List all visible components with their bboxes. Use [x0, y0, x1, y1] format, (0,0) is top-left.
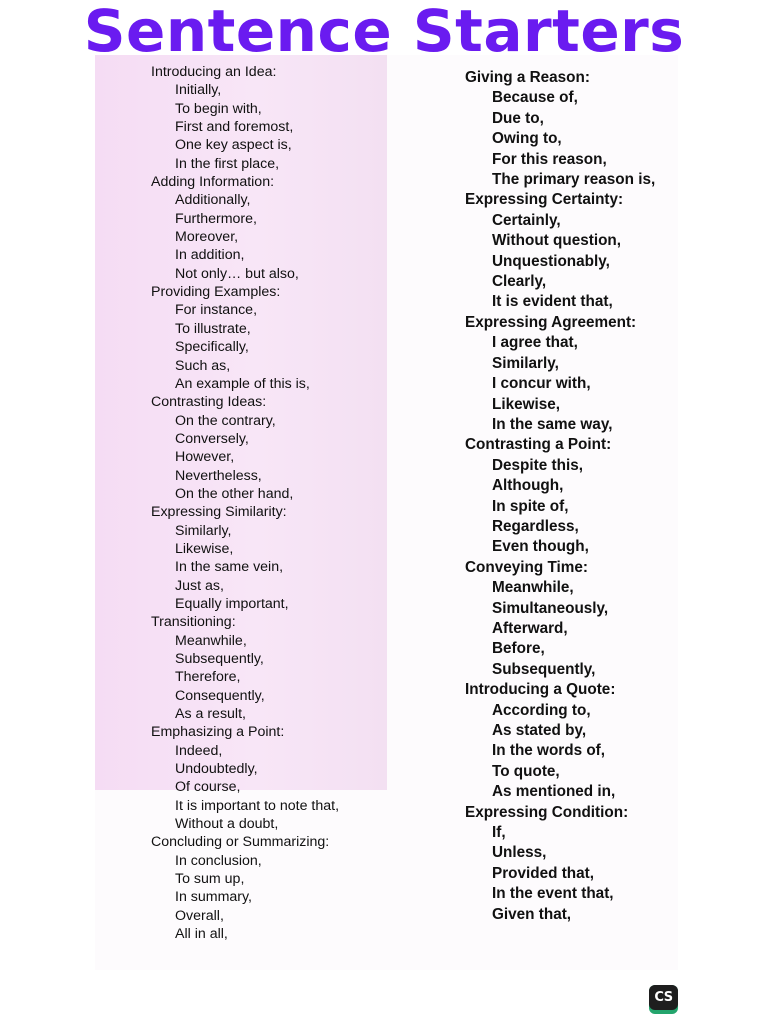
starter-phrase: To sum up,	[175, 871, 245, 888]
starter-phrase: Conversely,	[175, 430, 249, 447]
camscanner-logo-text: CS	[649, 985, 678, 1010]
starter-phrase: Even though,	[492, 538, 589, 556]
starter-phrase: Just as,	[175, 577, 224, 594]
starter-phrase: Of course,	[175, 779, 241, 796]
camscanner-logo	[649, 985, 678, 1014]
category-heading: Expressing Agreement:	[465, 313, 637, 331]
category-section	[465, 190, 655, 312]
starter-phrase: In summary,	[175, 889, 252, 906]
category-section	[465, 803, 655, 925]
starter-phrase: Likewise,	[175, 540, 234, 557]
category-heading: Contrasting a Point:	[465, 436, 612, 454]
starter-phrase: If,	[492, 824, 506, 842]
starter-phrase: Given that,	[492, 905, 572, 923]
starter-phrase: Not only… but also,	[175, 265, 299, 282]
starter-phrase: Indeed,	[175, 742, 223, 759]
starter-phrase: Additionally,	[175, 192, 251, 209]
category-section	[151, 613, 339, 723]
starter-phrase: Meanwhile,	[175, 632, 247, 649]
category-section	[151, 283, 339, 393]
starter-phrase: For this reason,	[492, 150, 607, 168]
category-heading: Emphasizing a Point:	[151, 724, 285, 741]
starter-phrase: In the event that,	[492, 885, 614, 903]
starter-phrase: On the other hand,	[175, 485, 294, 502]
starter-phrase: I agree that,	[492, 334, 578, 352]
category-heading: Introducing a Quote:	[465, 681, 616, 699]
starter-phrase: All in all,	[175, 926, 228, 943]
starter-phrase: Consequently,	[175, 687, 265, 704]
category-section	[151, 723, 339, 833]
right-column	[465, 68, 655, 925]
starter-phrase: Provided that,	[492, 864, 594, 882]
starter-phrase: Moreover,	[175, 229, 239, 246]
starter-phrase: Due to,	[492, 109, 544, 127]
starter-phrase: Without question,	[492, 232, 622, 250]
starter-phrase: In the words of,	[492, 742, 606, 760]
starter-phrase: Meanwhile,	[492, 579, 574, 597]
starter-phrase: Equally important,	[175, 595, 289, 612]
starter-phrase: Without a doubt,	[175, 816, 279, 833]
category-heading: Expressing Condition:	[465, 803, 629, 821]
starter-phrase: According to,	[492, 701, 591, 719]
starter-phrase: Overall,	[175, 907, 224, 924]
starter-phrase: To illustrate,	[175, 320, 251, 337]
starter-phrase: Initially,	[175, 82, 222, 99]
starter-phrase: Before,	[492, 640, 545, 658]
category-section	[151, 503, 339, 613]
category-heading: Conveying Time:	[465, 558, 588, 576]
category-section	[151, 393, 339, 503]
category-section	[465, 313, 655, 435]
category-section	[465, 68, 655, 190]
category-heading: Giving a Reason:	[465, 69, 590, 86]
starter-phrase: Specifically,	[175, 339, 249, 356]
starter-phrase: Furthermore,	[175, 210, 257, 227]
category-heading: Adding Information:	[151, 174, 275, 191]
category-section	[465, 558, 655, 680]
category-section	[465, 680, 655, 802]
starter-phrase: Clearly,	[492, 273, 547, 291]
category-heading: Concluding or Summarizing:	[151, 834, 330, 851]
category-section	[465, 435, 655, 557]
category-section	[151, 173, 339, 283]
starter-phrase: However,	[175, 449, 235, 466]
starter-phrase: Because of,	[492, 89, 578, 107]
starter-phrase: Such as,	[175, 357, 231, 374]
starter-phrase: Despite this,	[492, 456, 583, 474]
category-heading: Contrasting Ideas:	[151, 394, 267, 411]
category-heading: Expressing Similarity:	[151, 504, 287, 521]
starter-phrase: In conclusion,	[175, 852, 262, 869]
starter-phrase: In the same way,	[492, 415, 613, 433]
starter-phrase: Subsequently,	[175, 651, 264, 667]
starter-phrase: As a result,	[175, 706, 246, 723]
starter-phrase: For instance,	[175, 302, 258, 319]
starter-phrase: Nevertheless,	[175, 467, 262, 484]
starter-phrase: Simultaneously,	[492, 599, 609, 617]
starter-phrase: The primary reason is,	[492, 171, 656, 189]
starter-phrase: Therefore,	[175, 669, 241, 686]
starter-phrase: I concur with,	[492, 375, 591, 393]
starter-phrase: First and foremost,	[175, 119, 294, 136]
starter-phrase: Regardless,	[492, 517, 579, 535]
left-column	[151, 63, 339, 944]
starter-phrase: Unless,	[492, 844, 547, 862]
starter-phrase: As stated by,	[492, 722, 587, 739]
starter-phrase: On the contrary,	[175, 412, 276, 429]
starter-phrase: As mentioned in,	[492, 783, 616, 801]
starter-phrase: Likewise,	[492, 395, 561, 413]
category-section	[151, 63, 339, 173]
starter-phrase: Unquestionably,	[492, 252, 610, 270]
page-title: Sentence Starters	[83, 0, 685, 65]
starter-phrase: Subsequently,	[492, 660, 596, 678]
starter-phrase: Although,	[492, 477, 564, 495]
starter-phrase: Undoubtedly,	[175, 761, 258, 778]
category-heading: Expressing Certainty:	[465, 191, 624, 209]
starter-phrase: Similarly,	[175, 522, 232, 539]
starter-phrase: In addition,	[175, 247, 245, 264]
starter-phrase: In the first place,	[175, 155, 280, 172]
starter-phrase: To quote,	[492, 762, 560, 780]
starter-phrase: To begin with,	[175, 100, 262, 117]
starter-phrase: Similarly,	[492, 354, 559, 372]
starter-phrase: One key aspect is,	[175, 137, 292, 154]
starter-phrase: An example of this is,	[175, 375, 310, 392]
starter-phrase: Certainly,	[492, 211, 561, 229]
category-heading: Introducing an Idea:	[151, 64, 277, 80]
starter-phrase: It is evident that,	[492, 293, 613, 311]
starter-phrase: Owing to,	[492, 130, 562, 148]
starter-phrase: In spite of,	[492, 497, 569, 515]
starter-phrase: In the same vein,	[175, 559, 284, 576]
starter-phrase: Afterward,	[492, 619, 568, 637]
starter-phrase: It is important to note that,	[175, 797, 340, 814]
category-section	[151, 833, 339, 943]
category-heading: Transitioning:	[151, 614, 236, 631]
category-heading: Providing Examples:	[151, 284, 281, 301]
